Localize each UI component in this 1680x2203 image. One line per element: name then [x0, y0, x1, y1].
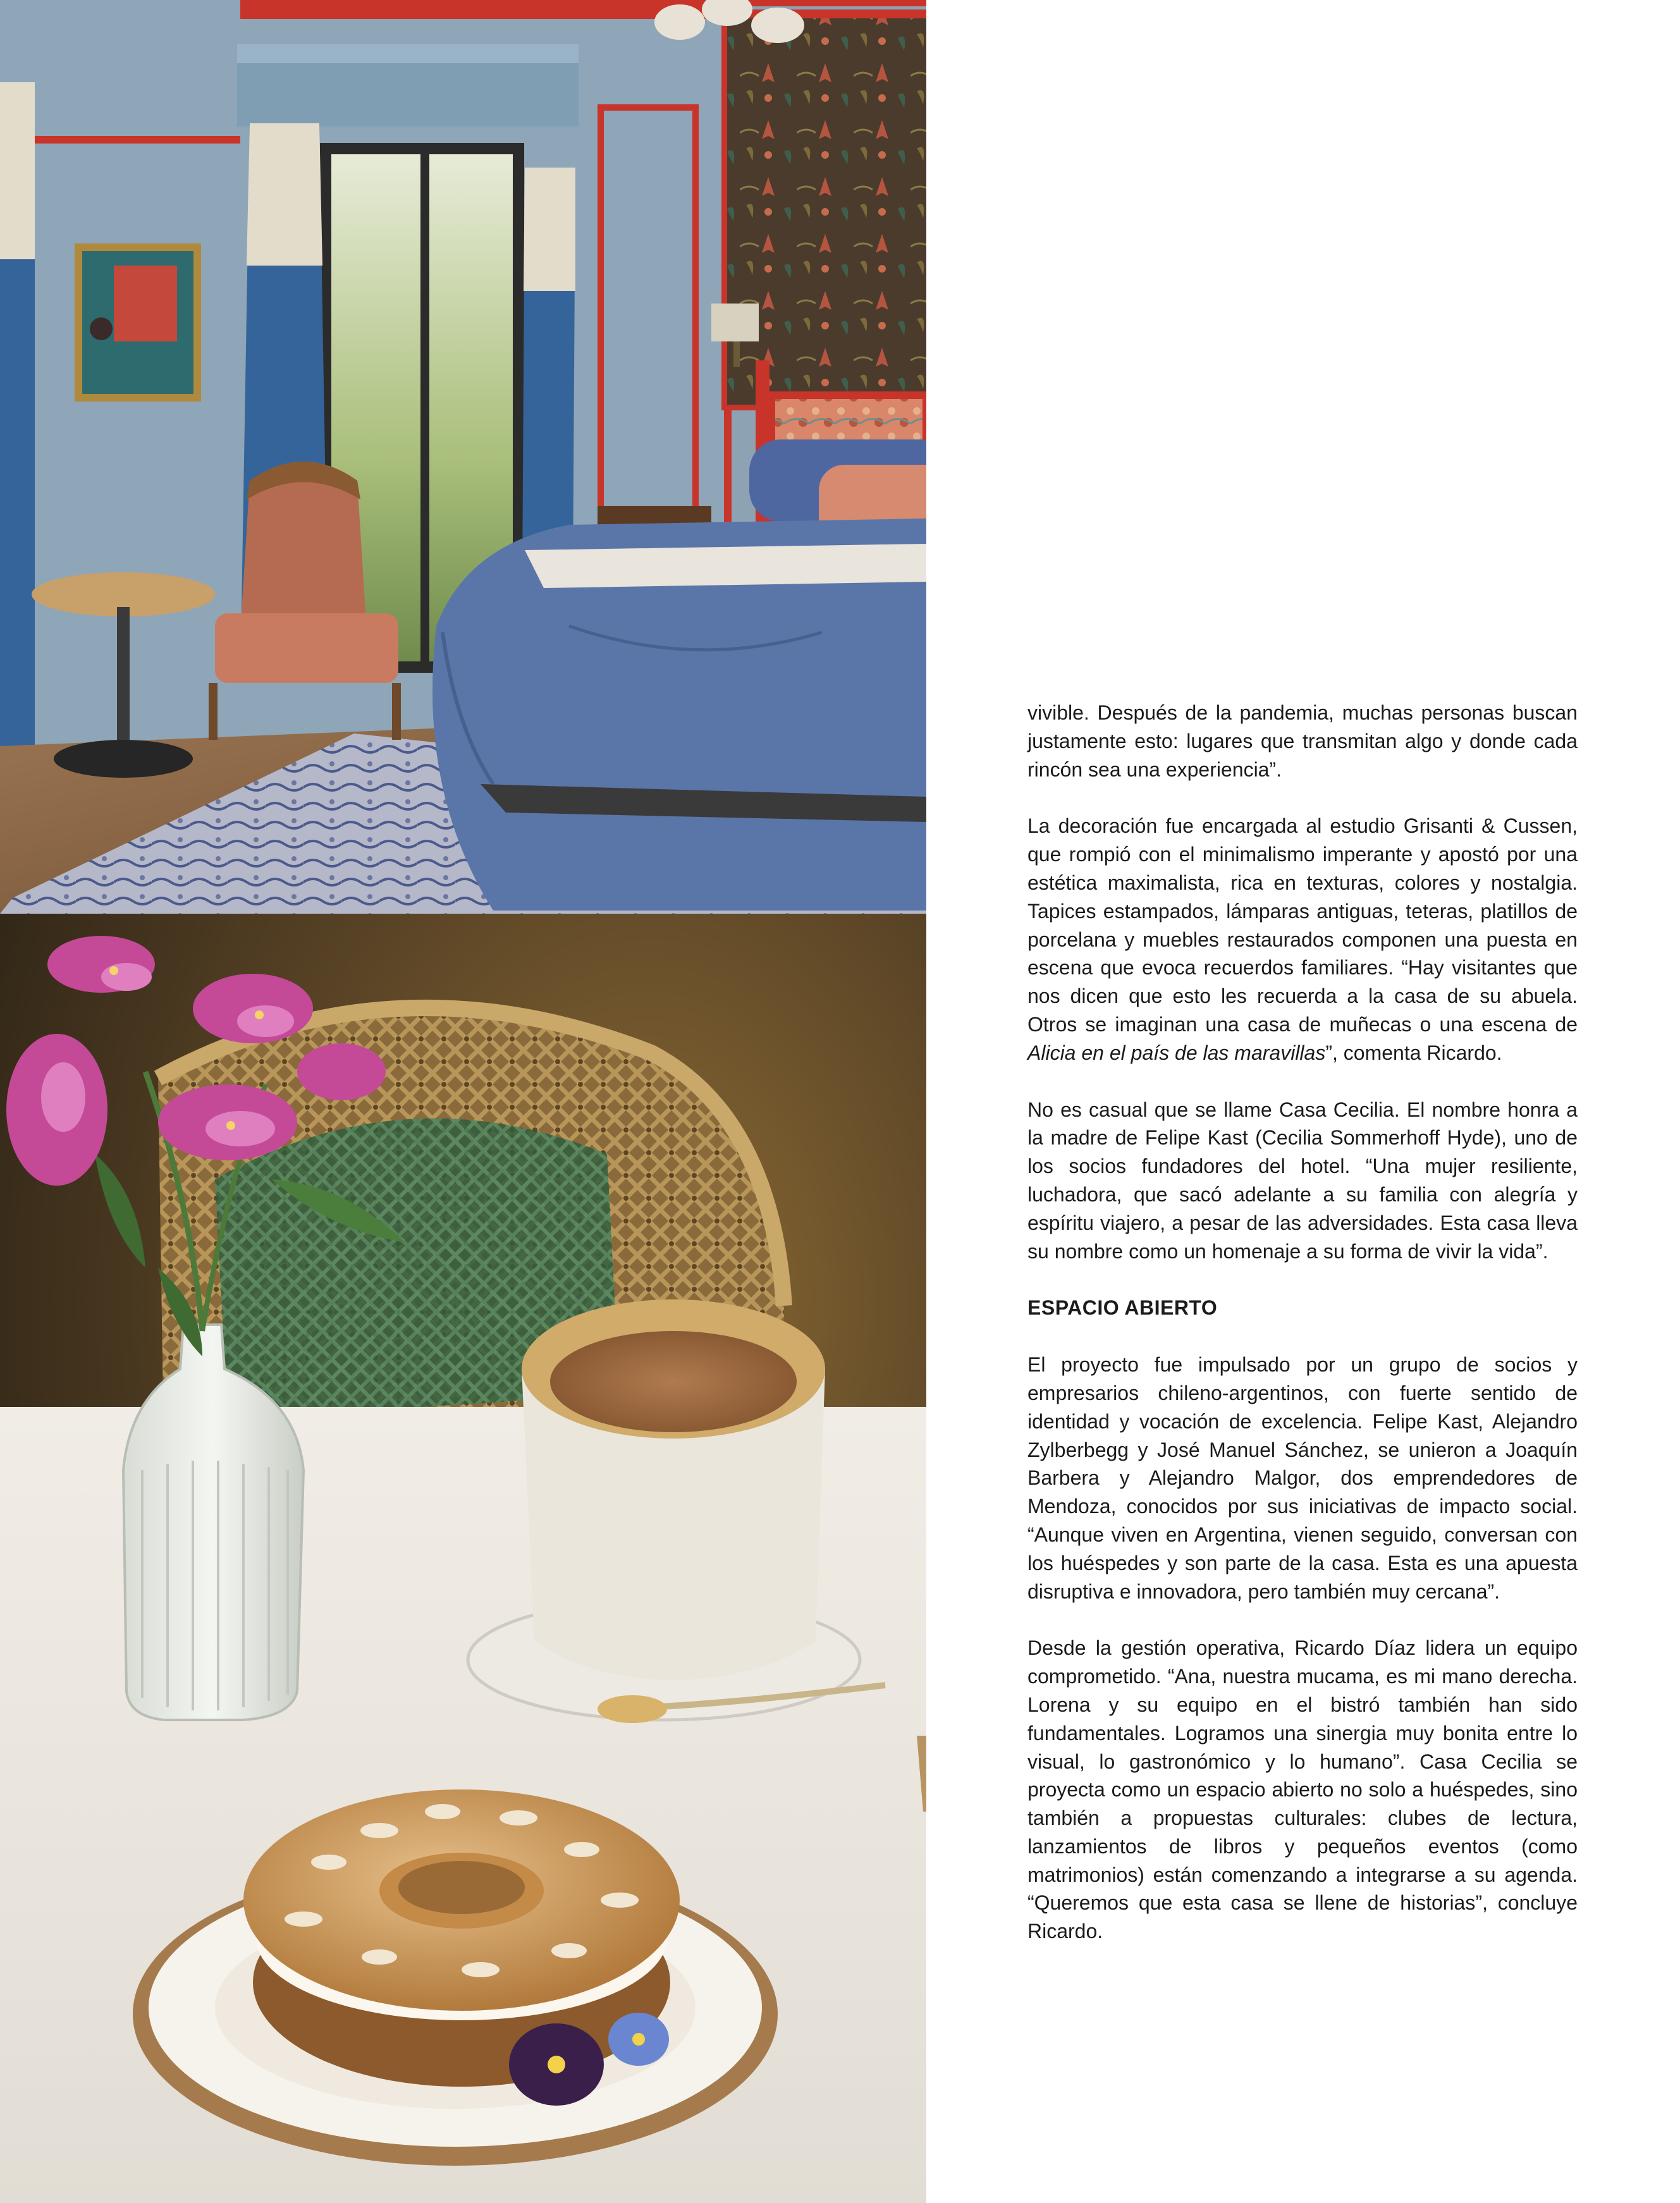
- breakfast-photo: [0, 914, 926, 2203]
- article-paragraph-tail: ”, comenta Ricardo.: [1325, 1041, 1502, 1064]
- article-paragraph: El proyecto fue impulsado por un grupo de socios y empresarios chileno-argentinos, con fuerte sentido de identidad y vocación de excelencia. Felipe Kast, Alejandro Zylberbegg y José Manuel Sánchez, se unieron a Joaquín Barbera y Alejandro Malgor, dos emprendedores de Mendoza, conocidos por sus iniciativas de impacto social. “Aunque viven en Argentina, vienen seguido, conversan con los huéspedes y son parte de la casa. Esta es una apuesta disruptiva e innovadora, pero también muy cercana”.: [1027, 1353, 1578, 1603]
- article-paragraph: Desde la gestión operativa, Ricardo Díaz lidera un equipo comprometido. “Ana, nuestra mucama, es mi mano derecha. Lorena y su equipo en el bistró también han sido fundamentales. Logramos una sinergia muy bonita entre lo visual, lo gastronómico y lo humano”. Casa Cecilia se proyecta como un espacio abierto no solo a huéspedes, sino también a propuestas culturales: clubes de lectura, lanzamientos de libros y pequeños eventos (como matrimonios) están comenzando a integrarse a su agenda. “Queremos que esta casa se llene de historias”, concluye Ricardo.: [1027, 1636, 1578, 1943]
- article-panel: [926, 604, 1680, 2203]
- article-paragraph: vivible. Después de la pandemia, muchas personas buscan justamente esto: lugares que transmitan algo y donde cada rincón sea una experiencia”.: [1027, 701, 1578, 781]
- book-title: Alicia en el país de las maravillas: [1027, 1041, 1326, 1064]
- bedroom-illustration: [0, 0, 926, 914]
- article-paragraph-text: La decoración fue encargada al estudio Grisanti & Cussen, que rompió con el minimalismo imperante y apostó por una estética maximalista, rica en texturas, colores y nostalgia. Tapices estampados, lámparas antiguas, teteras, platillos de porcelana y muebles restaurados componen una puesta en escena que evoca recuerdos familiares. “Hay visitantes que nos dicen que esto les recuerda a la casa de su abuela. Otros se imaginan una casa de muñecas o una escena de: [1027, 814, 1578, 1036]
- bedroom-photo: [0, 0, 926, 914]
- article-paragraph: [1027, 812, 1578, 1067]
- breakfast-illustration: [0, 914, 926, 2203]
- article-body: [1027, 699, 1578, 1974]
- section-heading: ESPACIO ABIERTO: [1027, 1296, 1218, 1320]
- article-paragraph: No es casual que se llame Casa Cecilia. El nombre honra a la madre de Felipe Kast (Cecilia Sommerhoff Hyde), uno de los socios fundadores del hotel. “Una mujer resiliente, luchadora, que sacó adelante a su familia con alegría y espíritu viajero, a pesar de las adversidades. Esta casa lleva su nombre como un homenaje a su forma de vivir la vida”.: [1027, 1098, 1578, 1263]
